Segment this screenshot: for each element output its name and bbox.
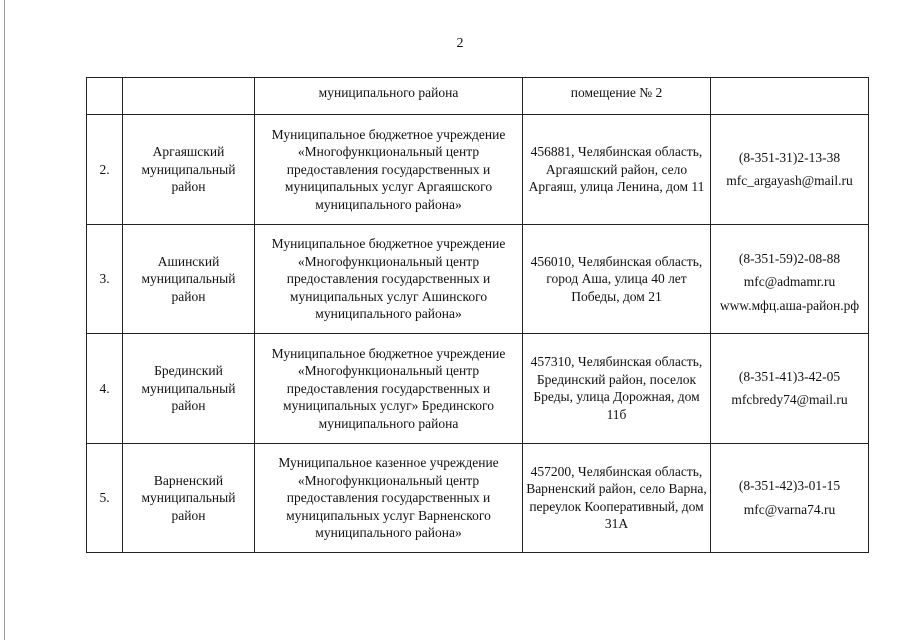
table-row: [87, 334, 869, 443]
contacts-cell: [711, 224, 869, 333]
num-cell: 3.: [87, 224, 123, 333]
org-cell: Муниципальное бюджетное учреждение «Многофункциональный центр предоставления государственных и муниципальных услуг Аргаяшского муниципального района»: [255, 115, 523, 224]
org-cell: Муниципальное казенное учреждение «Многофункциональный центр предоставления государственных и муниципальных услуг Варненского муниципального района»: [255, 443, 523, 552]
district-cell: Ашинский муниципальный район: [123, 224, 255, 333]
org-cell: Муниципальное бюджетное учреждение «Многофункциональный центр предоставления государственных и муниципальных услуг» Брединского муниципального района: [255, 334, 523, 443]
table-row: [87, 224, 869, 333]
address-cell: 456010, Челябинская область, город Аша, улица 40 лет Победы, дом 21: [523, 224, 711, 333]
page-number: 2: [456, 36, 464, 51]
email-link[interactable]: mfcbredy74@mail.ru: [731, 392, 848, 408]
contacts-cell: [711, 334, 869, 443]
email-link[interactable]: mfc@admamr.ru: [743, 274, 836, 290]
address-cell: 456881, Челябинская область, Аргаяшский район, село Аргаяш, улица Ленина, дом 11: [523, 115, 711, 224]
address-cell: помещение № 2: [523, 78, 711, 115]
table-row: [87, 443, 869, 552]
email-link[interactable]: mfc@varna74.ru: [743, 501, 836, 517]
email-link[interactable]: mfc_argayash@mail.ru: [726, 173, 853, 189]
table-row: [87, 115, 869, 224]
district-cell: Аргаяшский муниципальный район: [123, 115, 255, 224]
page-edge-line: [4, 0, 5, 640]
phone-number: (8-351-31)2-13-38: [738, 149, 841, 165]
mfc-registry-table: [86, 77, 869, 553]
num-cell: 5.: [87, 443, 123, 552]
phone-number: (8-351-59)2-08-88: [738, 250, 841, 266]
district-cell: Варненский муниципальный район: [123, 443, 255, 552]
phone-number: (8-351-42)3-01-15: [738, 478, 841, 494]
org-cell: муниципального района: [255, 78, 523, 115]
district-cell: Брединский муниципальный район: [123, 334, 255, 443]
org-cell: Муниципальное бюджетное учреждение «Многофункциональный центр предоставления государственных и муниципальных услуг Ашинского муниципального района»: [255, 224, 523, 333]
address-cell: 457310, Челябинская область, Брединский район, поселок Бреды, улица Дорожная, дом 11б: [523, 334, 711, 443]
district-cell: [123, 78, 255, 115]
address-cell: 457200, Челябинская область, Варненский район, село Варна, переулок Кооперативный, дом 31А: [523, 443, 711, 552]
contacts-cell: [711, 78, 869, 115]
num-cell: 4.: [87, 334, 123, 443]
num-cell: 2.: [87, 115, 123, 224]
website-link[interactable]: www.мфц.аша-район.рф: [719, 297, 860, 313]
phone-number: (8-351-41)3-42-05: [738, 368, 841, 384]
contacts-cell: [711, 115, 869, 224]
num-cell: [87, 78, 123, 115]
table-continuation-row: [87, 78, 869, 115]
contacts-cell: [711, 443, 869, 552]
